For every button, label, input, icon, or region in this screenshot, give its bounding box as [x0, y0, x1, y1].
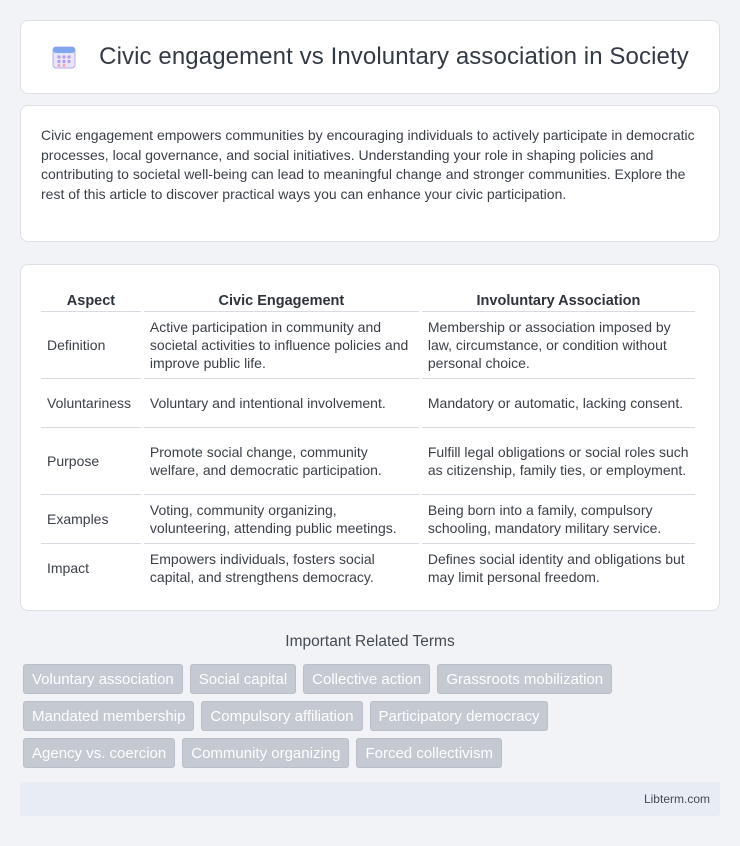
cell-involuntary: Defines social identity and obligations but may limit personal freedom. [427, 551, 685, 585]
tag-mandated-membership[interactable]: Mandated membership [23, 701, 194, 731]
table-row [41, 428, 695, 495]
tag-agency-vs-coercion[interactable]: Agency vs. coercion [23, 738, 175, 768]
cell-aspect: Purpose [41, 428, 141, 495]
cell-civic: Empowers individuals, fosters social capital, and strengthens democracy. [149, 551, 375, 585]
cell-aspect: Voluntariness [41, 379, 141, 428]
comparison-table-card [20, 264, 720, 611]
cell-involuntary: Being born into a family, compulsory schooling, mandatory military service. [422, 495, 695, 544]
tag-community-organizing[interactable]: Community organizing [182, 738, 349, 768]
header-card [20, 20, 720, 94]
footer-site-link[interactable]: Libterm.com [643, 792, 710, 806]
table-row [41, 312, 695, 379]
tag-social-capital[interactable]: Social capital [190, 664, 296, 694]
header-aspect: Aspect [41, 285, 141, 312]
calendar-grid-icon [51, 44, 77, 70]
footer-bar [20, 782, 720, 816]
header-civic-engagement: Civic Engagement [144, 285, 419, 312]
header-involuntary-association: Involuntary Association [422, 285, 695, 312]
cell-civic: Voting, community organizing, volunteering, attending public meetings. [144, 495, 419, 544]
cell-civic: Voluntary and intentional involvement. [144, 379, 419, 428]
cell-aspect: Definition [41, 312, 141, 379]
tag-forced-collectivism[interactable]: Forced collectivism [356, 738, 502, 768]
tag-collective-action[interactable]: Collective action [303, 664, 430, 694]
table-row [41, 495, 695, 544]
related-terms-tags [23, 664, 723, 775]
cell-involuntary: Fulfill legal obligations or social roles such as citizenship, family ties, or employment. [422, 428, 695, 495]
cell-involuntary: Mandatory or automatic, lacking consent. [422, 379, 695, 428]
intro-card [20, 105, 720, 242]
intro-paragraph: Civic engagement empowers communities by encouraging individuals to actively participate in democratic processes, local governance, and social initiatives. Understanding your role in shaping policies and contributing to societal well-being can lead to meaningful change and stronger communities. Explore the rest of this article to discover practical ways you can enhance your civic participation. [41, 127, 695, 202]
tag-row [23, 738, 723, 768]
tag-row [23, 664, 723, 694]
tag-grassroots-mobilization[interactable]: Grassroots mobilization [437, 664, 612, 694]
tag-participatory-democracy[interactable]: Participatory democracy [370, 701, 549, 731]
table-row [41, 379, 695, 428]
cell-civic: Promote social change, community welfare, and democratic participation. [144, 428, 419, 495]
tag-compulsory-affiliation[interactable]: Compulsory affiliation [201, 701, 362, 731]
tag-row [23, 701, 723, 731]
table-row [41, 544, 695, 592]
comparison-table [38, 285, 698, 592]
table-header-row [41, 285, 695, 312]
tag-voluntary-association[interactable]: Voluntary association [23, 664, 183, 694]
cell-involuntary: Membership or association imposed by law, circumstance, or condition without personal choice. [422, 312, 695, 379]
cell-aspect: Examples [41, 495, 141, 544]
page-title: Civic engagement vs Involuntary association in Society [99, 43, 689, 70]
cell-aspect: Impact [47, 560, 90, 576]
related-terms-heading: Important Related Terms [285, 633, 455, 650]
cell-civic: Active participation in community and societal activities to influence policies and improve public life. [144, 312, 419, 379]
